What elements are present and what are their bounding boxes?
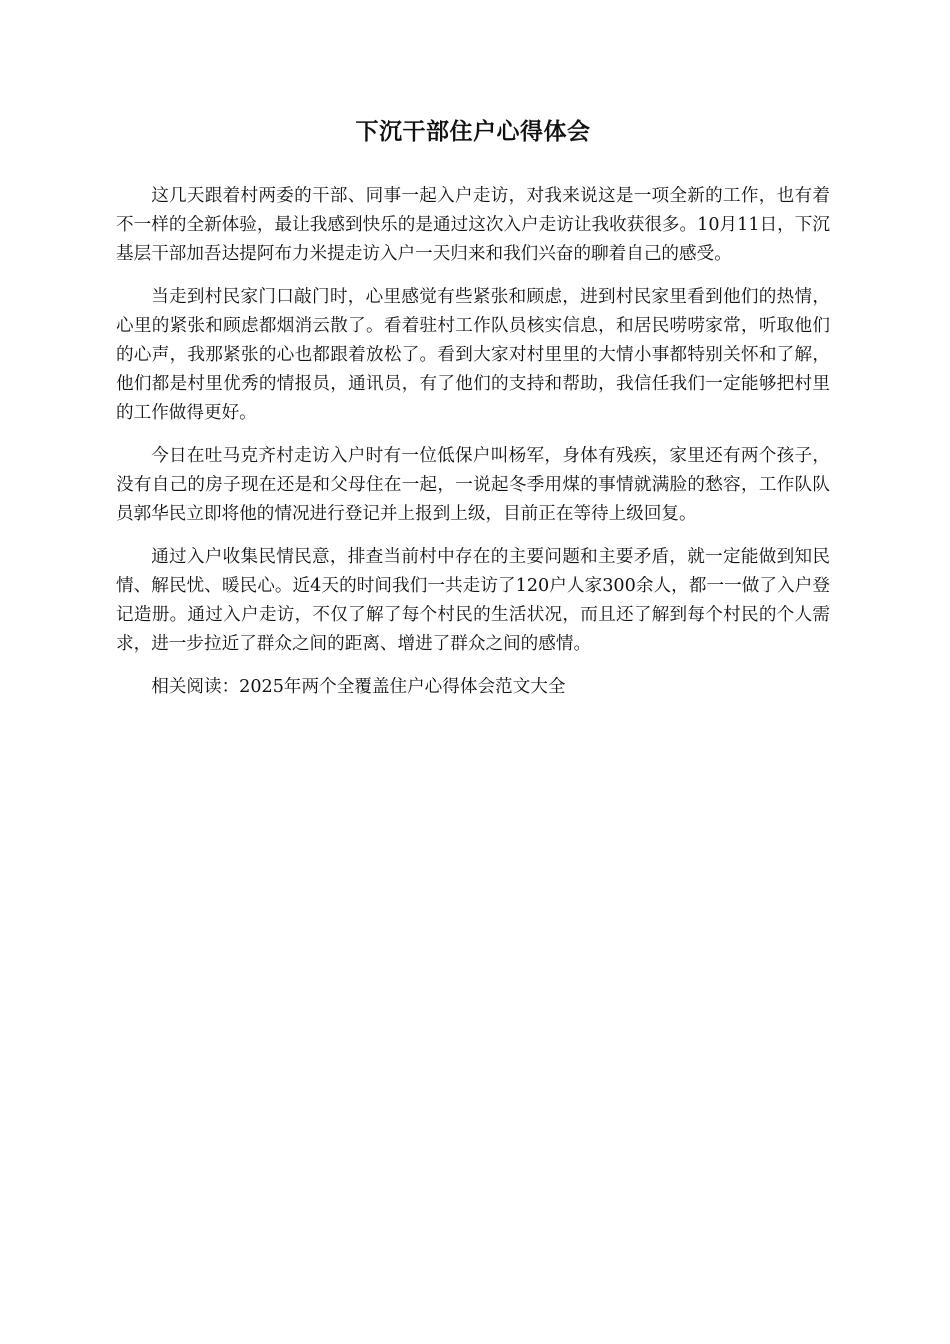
document-title: 下沉干部住户心得体会: [355, 119, 591, 145]
paragraph-4: 通过入户收集民情民意，排查当前村中存在的主要问题和主要矛盾，就一定能做到知民情、解民忧、暖民心。近4天的时间我们一共走访了120户人家300余人，都一一做了入户登记造册。通过入户走访，不仅了解了每个村民的生活状况，而且还了解到每个村民的个人需求，进一步拉近了群众之间的距离、增进了群众之间的感情。: [116, 547, 830, 654]
paragraph-2: 当走到村民家门口敲门时，心里感觉有些紧张和顾虑，进到村民家里看到他们的热情，心里的紧张和顾虑都烟消云散了。看着驻村工作队员核实信息，和居民唠唠家常，听取他们的心声，我那紧张的心也都跟着放松了。看到大家对村里里的大情小事都特别关怀和了解，他们都是村里优秀的情报员，通讯员，有了他们的支持和帮助，我信任我们一定能够把村里的工作做得更好。: [116, 287, 830, 423]
related-reading: 相关阅读：2025年两个全覆盖住户心得体会范文大全: [151, 677, 566, 697]
paragraph-3: 今日在吐马克齐村走访入户时有一位低保户叫杨军，身体有残疾，家里还有两个孩子，没有自己的房子现在还是和父母住在一起，一说起冬季用煤的事情就满脸的愁容，工作队队员郭华民立即将他的情况进行登记并上报到上级，目前正在等待上级回复。: [116, 446, 830, 524]
paragraph-1: 这几天跟着村两委的干部、同事一起入户走访，对我来说这是一项全新的工作，也有着不一样的全新体验，最让我感到快乐的是通过这次入户走访让我收获很多。10月11日，下沉基层干部加吾达提阿布力米提走访入户一天归来和我们兴奋的聊着自己的感受。: [116, 186, 830, 264]
document-page: [116, 112, 830, 702]
